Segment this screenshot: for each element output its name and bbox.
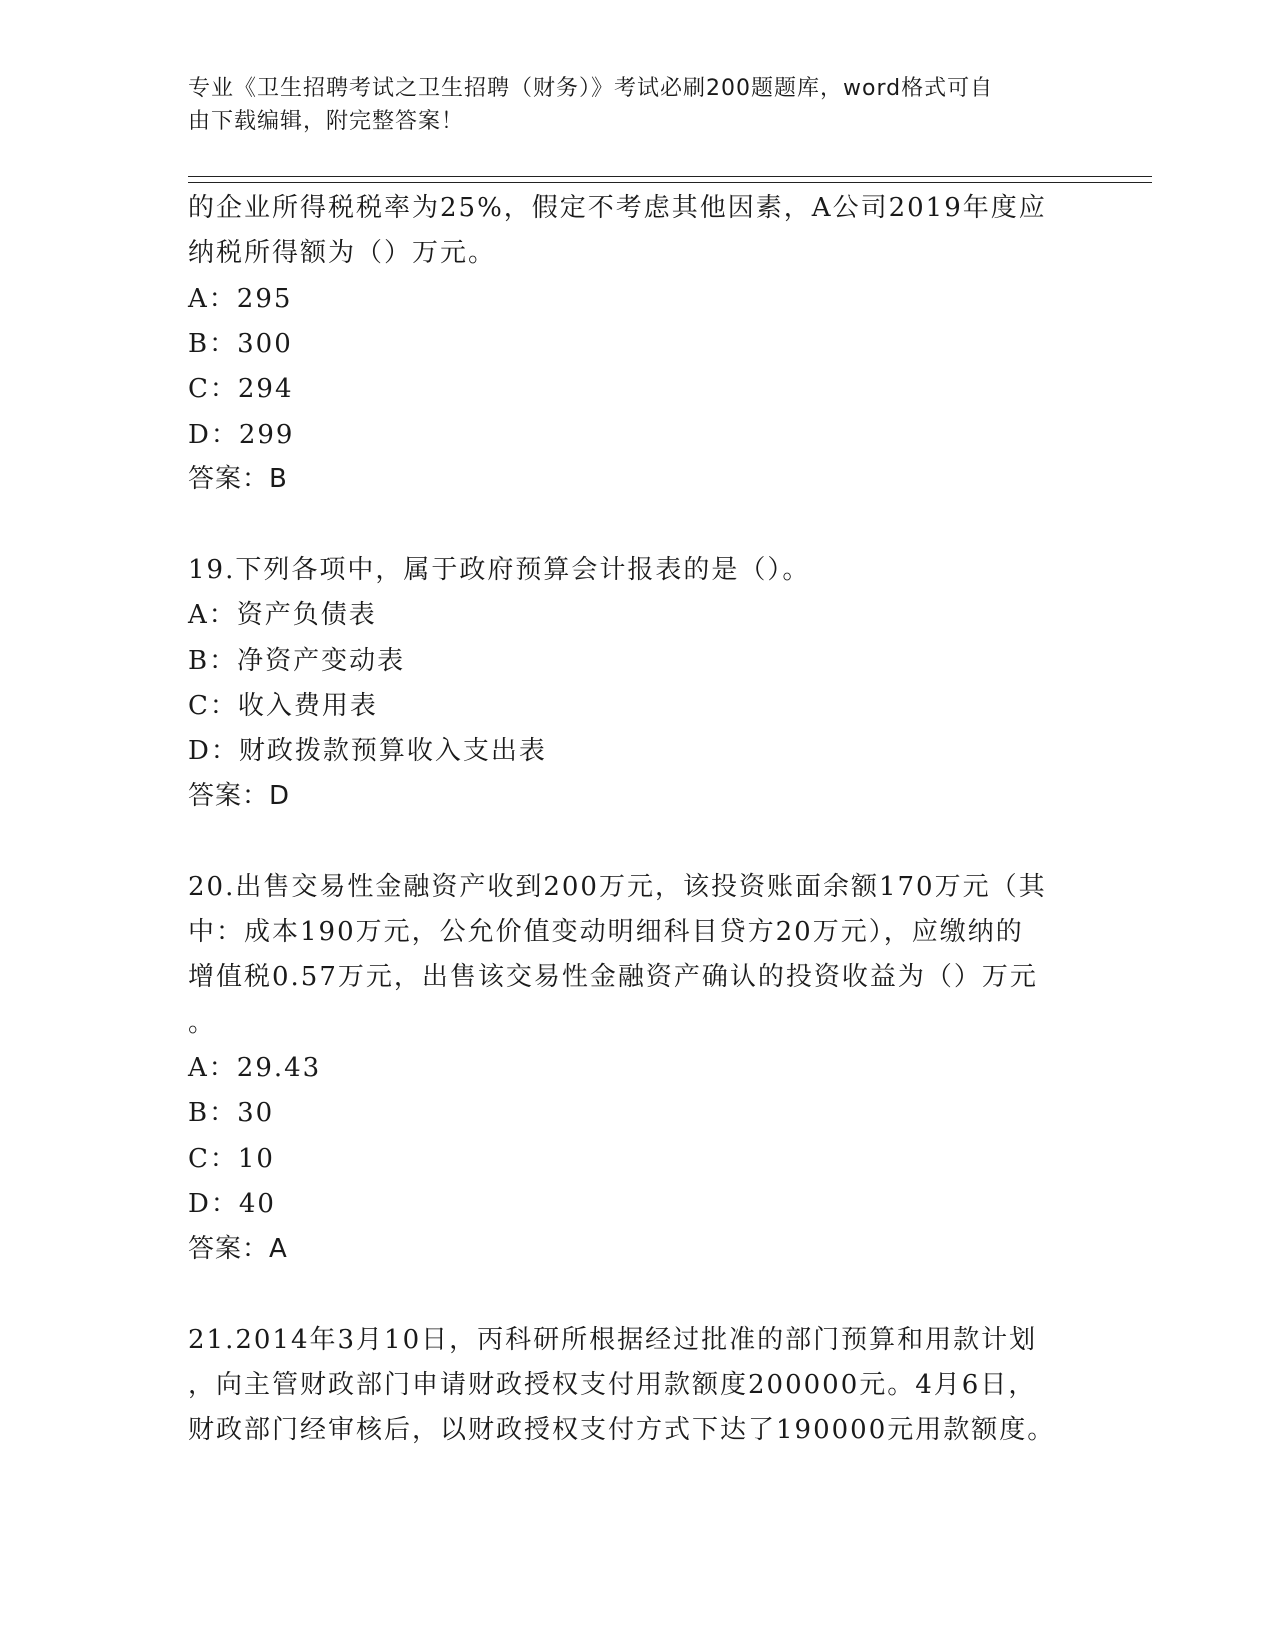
q18-option-a: A：295 (188, 284, 293, 314)
q18-option-d: D：299 (188, 420, 295, 450)
header-title-line-1: 专业《卫生招聘考试之卫生招聘（财务）》考试必刷200题题库，word格式可自 (188, 76, 994, 101)
q21-stem-line-3: 财政部门经审核后，以财政授权支付方式下达了190000元用款额度。 (188, 1415, 1056, 1445)
q18-stem-line-1: 的企业所得税税率为25%，假定不考虑其他因素，A公司2019年度应 (188, 193, 1047, 223)
q20-option-a: A：29.43 (188, 1053, 322, 1083)
q20-option-c: C：10 (188, 1144, 275, 1174)
header-title-line-2: 由下载编辑，附完整答案！ (188, 109, 465, 134)
q20-stem-line-1: 20.出售交易性金融资产收到200万元，该投资账面余额170万元（其 (188, 872, 1047, 902)
q18-option-c: C：294 (188, 374, 294, 404)
header-divider-bottom (188, 182, 1152, 183)
q20-stem-line-3: 增值税0.57万元，出售该交易性金融资产确认的投资收益为（）万元 (188, 962, 1038, 992)
q19-stem-line-1: 19.下列各项中，属于政府预算会计报表的是（）。 (188, 555, 811, 585)
q20-stem-line-4: 。 (188, 1008, 217, 1038)
q18-stem-line-2: 纳税所得额为（）万元。 (188, 238, 497, 268)
header-divider-top (188, 176, 1152, 177)
q19-option-b: B：净资产变动表 (188, 646, 406, 676)
q18-answer: 答案：B (188, 464, 288, 494)
document-header (188, 72, 1068, 138)
q20-stem-line-2: 中：成本190万元，公允价值变动明细科目贷方20万元），应缴纳的 (188, 917, 1024, 947)
q19-option-c: C：收入费用表 (188, 691, 378, 721)
q19-answer: 答案：D (188, 781, 291, 811)
q20-option-d: D：40 (188, 1189, 276, 1219)
q20-option-b: B：30 (188, 1098, 275, 1128)
q19-option-a: A：资产负债表 (188, 600, 377, 630)
q21-stem-line-1: 21.2014年3月10日，丙科研所根据经过批准的部门预算和用款计划 (188, 1325, 1038, 1355)
q21-stem-line-2: ，向主管财政部门申请财政授权支付用款额度200000元。4月6日， (188, 1370, 1037, 1400)
q19-option-d: D：财政拨款预算收入支出表 (188, 736, 547, 766)
q18-option-b: B：300 (188, 329, 293, 359)
q20-answer: 答案：A (188, 1234, 288, 1264)
